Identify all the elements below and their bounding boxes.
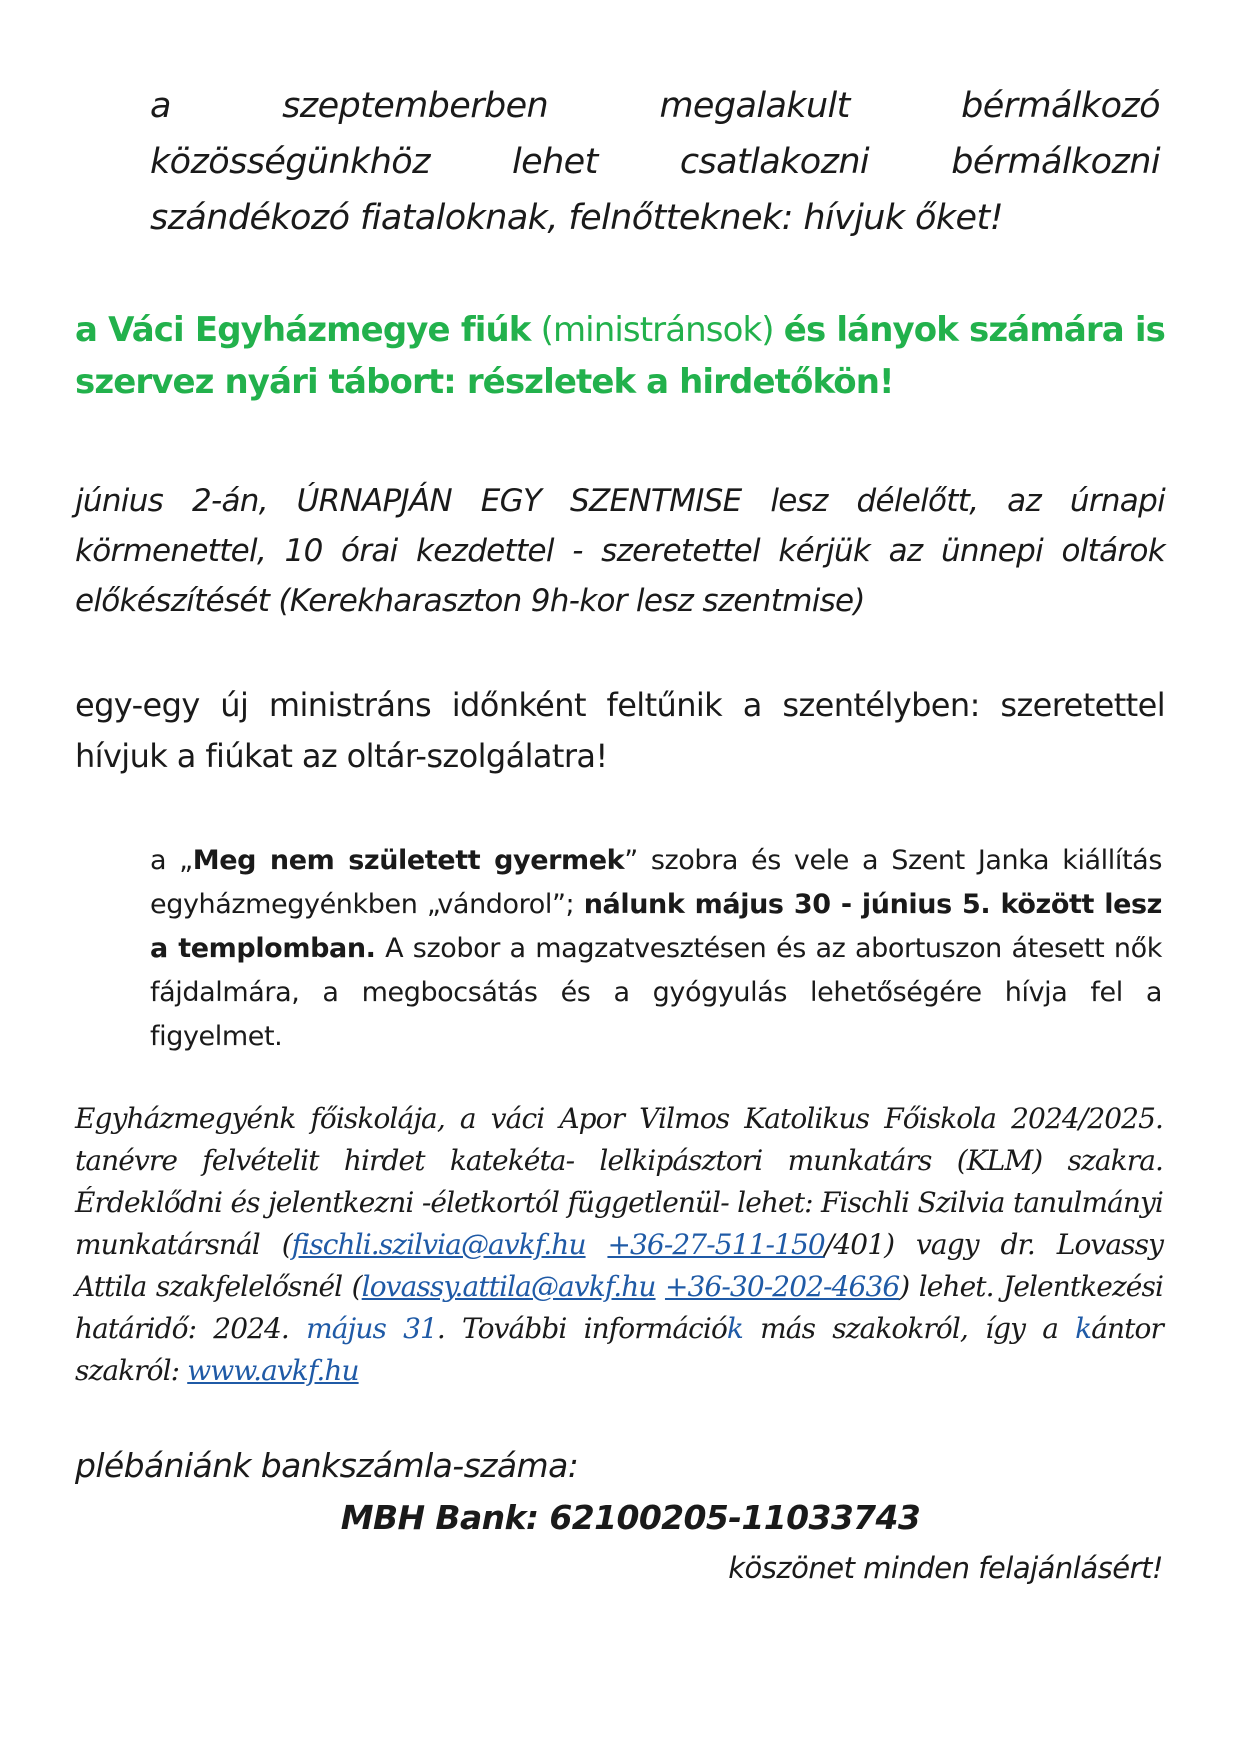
statue-text: a „ <box>150 845 193 876</box>
unborn-child-statue-announcement <box>150 839 1162 1059</box>
website-link[interactable]: www.avkf.hu <box>187 1354 359 1387</box>
college-text-letter: k <box>726 1312 743 1345</box>
statue-text: A szobor a magzatvesztésen és az abortuszon átesett nők fájdalmára, a megbocsátás és a gyógyulás lehetőségére hívja fel a figyelmet. <box>150 933 1162 1052</box>
corpus-christi-announcement: június 2-án, ÚRNAPJÁN EGY SZENTMISE lesz délelőtt, az úrnapi körmenettel, 10 órai kezdettel - szeretettel kérjük az ünnepi oltárok előkészítését (Kerekharaszton 9h-kor lesz szentmise) <box>75 483 1165 619</box>
word: bérmálkozni <box>951 142 1160 182</box>
word: lehet <box>512 142 598 182</box>
summer-camp-announcement <box>75 304 1165 408</box>
college-text: ántor szakról: <box>75 1312 1163 1387</box>
word: közösségünkhöz <box>150 142 430 182</box>
statue-title: Meg nem született gyermek <box>192 845 625 876</box>
phone-link-lovassy[interactable]: +36-30-202-4636 <box>664 1270 900 1303</box>
word: a <box>150 86 171 126</box>
camp-text-normal: (ministránsok) <box>530 310 784 350</box>
word: megalakult <box>659 86 850 126</box>
college-admission-announcement <box>75 1098 1163 1392</box>
bank-account-label: plébániánk bankszámla-száma: <box>75 1446 579 1485</box>
college-text: Egyházmegyénk főiskolája, a váci Apor Vilmos Katolikus Főiskola 2024/2025. tanévre felvételit hirdet katekéta- lelkipásztori munkatárs (KLM) szakra. Érdeklődni és jelentkezni -életkortól függetlenül- lehet: Fischli Szilvia tanulmányi munkatársnál ( <box>75 1102 1163 1261</box>
college-text-letter: k <box>1075 1312 1092 1345</box>
word: bérmálkozó <box>961 86 1160 126</box>
word: csatlakozni <box>679 142 870 182</box>
word: szeptemberben <box>282 86 549 126</box>
college-text: ) lehet. Jelentkezési határidő: 2024. <box>75 1270 1163 1345</box>
college-text: más szakokról, így a <box>743 1312 1076 1345</box>
camp-text-bold: a Váci Egyházmegye fiúk <box>75 310 531 350</box>
email-link-lovassy[interactable]: lovassy.attila@avkf.hu <box>361 1270 656 1303</box>
bank-account-number: MBH Bank: 62100205-11033743 <box>340 1498 921 1537</box>
announcement-line: szándékozó fiataloknak, felnőtteknek: hívjuk őket! <box>150 198 1004 238</box>
statue-text: ” szobra és vele a Szent Janka kiállítás egyházmegyénkben „vándorol”; <box>150 845 1162 920</box>
altar-server-announcement: egy-egy új ministráns időnként feltűnik a szentélyben: szeretettel hívjuk a fiúkat az oltár-szolgálatra! <box>75 686 1165 775</box>
deadline-date: május 31 <box>306 1312 437 1345</box>
college-text: . További információ <box>436 1312 727 1345</box>
announcement-line <box>150 134 1160 190</box>
camp-text-bold: és lányok számára is szervez nyári tábort: részletek a hirdetőkön! <box>75 310 1166 402</box>
phone-link-fischli[interactable]: +36-27-511-150 <box>607 1228 825 1261</box>
email-link-fischli[interactable]: fischli.szilvia@avkf.hu <box>291 1228 586 1261</box>
announcement-line <box>150 78 1160 134</box>
statue-dates: nálunk május 30 - június 5. között lesz a templomban. <box>150 889 1163 964</box>
thanks-note: köszönet minden felajánlásért! <box>728 1551 1163 1585</box>
college-text: /401) vagy dr. Lovassy Attila szakfelelősnél ( <box>75 1228 1163 1303</box>
confirmation-community-announcement <box>150 78 1160 246</box>
